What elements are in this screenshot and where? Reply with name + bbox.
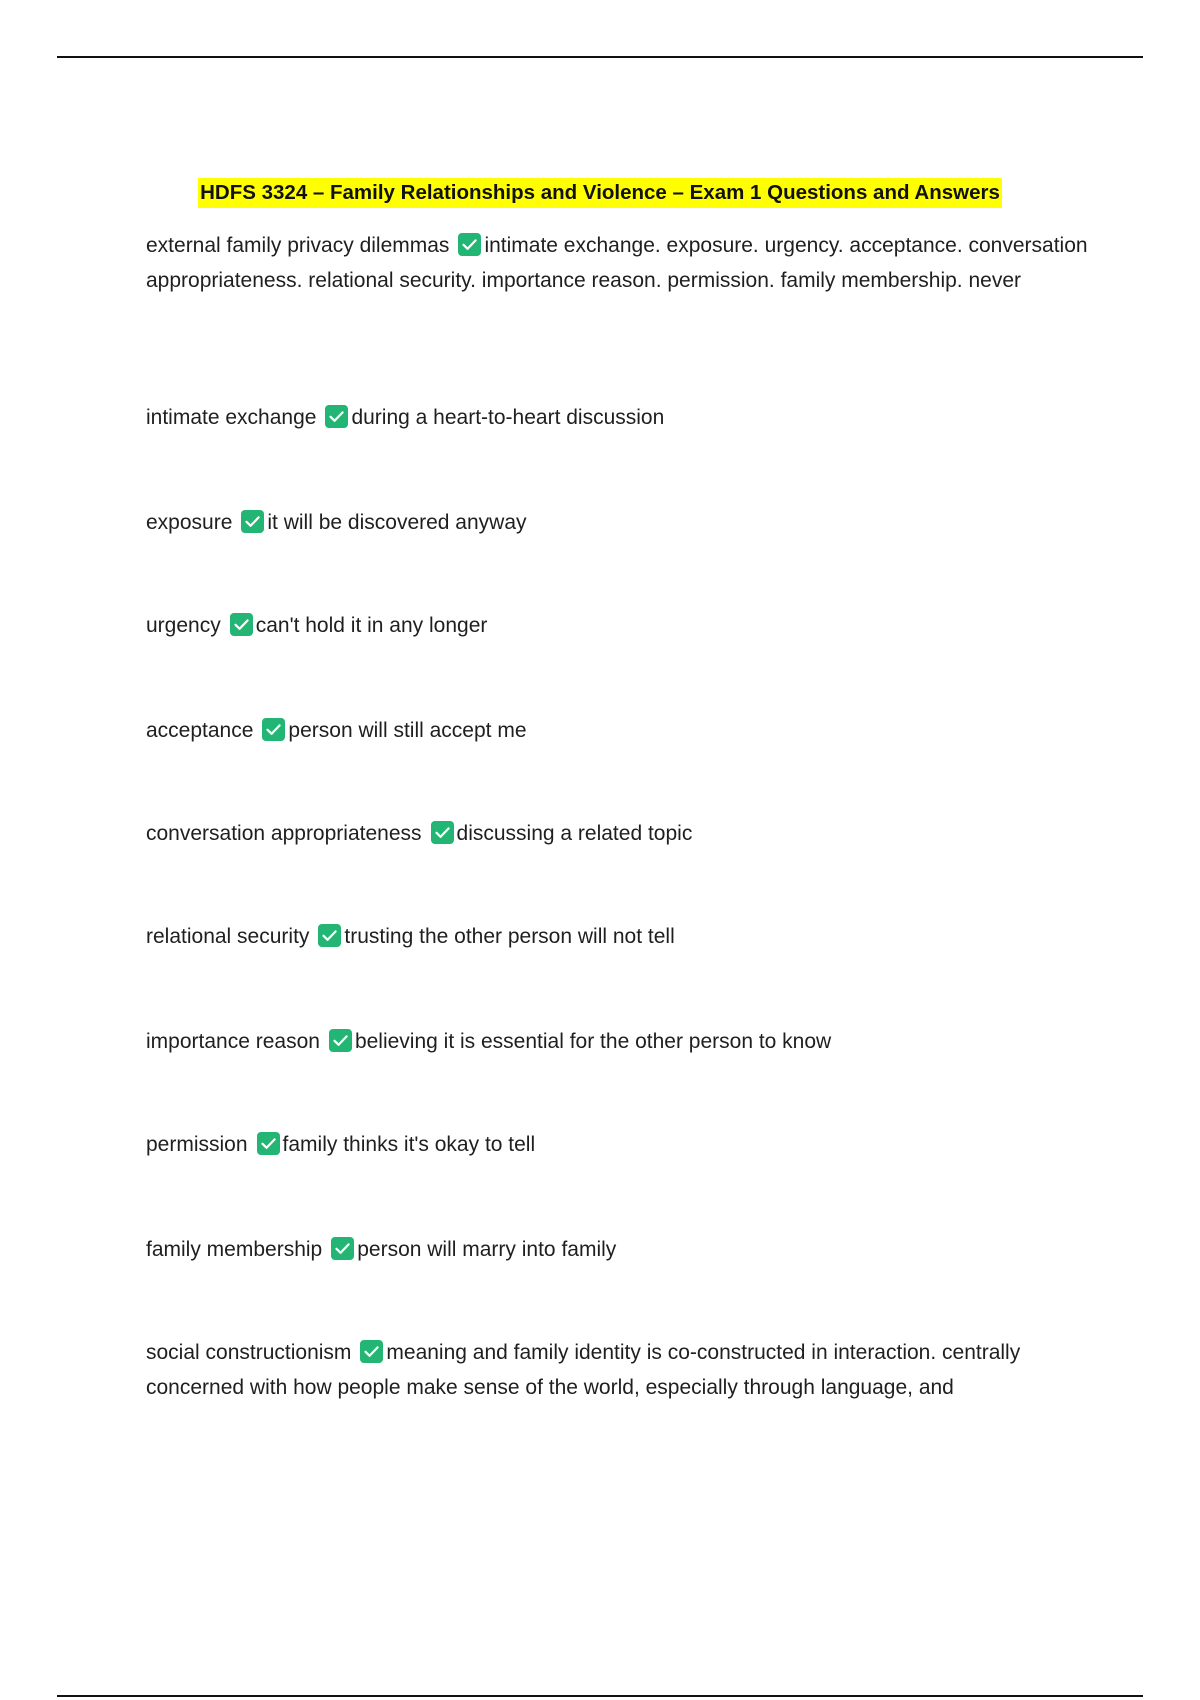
entry-term: family membership [146,1238,323,1261]
qa-entry [146,1233,1096,1268]
entry-answer: meaning and family identity is co-constructed in interaction. centrally concerned with how people make sense of the world, especially through language, and [146,1341,1021,1399]
qa-entry [146,506,1096,541]
entry-term: conversation appropriateness [146,822,422,845]
document-title: HDFS 3324 – Family Relationships and Violence – Exam 1 Questions and Answers [198,178,1002,208]
entry-answer: can't hold it in any longer [255,614,488,637]
entry-answer: it will be discovered anyway [267,511,527,534]
check-mark-icon [329,1029,352,1052]
entry-term: relational security [146,925,310,948]
check-mark-icon [318,924,341,947]
bottom-rule [57,1695,1143,1697]
top-rule [57,56,1143,58]
qa-entry [146,714,1096,749]
check-mark-icon [331,1237,354,1260]
check-mark-icon [262,718,285,741]
entry-term: acceptance [146,719,254,742]
entry-term: exposure [146,511,233,534]
qa-entry [146,229,1096,298]
qa-entry [146,817,1096,852]
entry-term: social constructionism [146,1341,352,1364]
entry-term: urgency [146,614,221,637]
entry-term: intimate exchange [146,406,317,429]
check-mark-icon [230,613,253,636]
entry-answer: trusting the other person will not tell [344,925,675,948]
entry-answer: person will still accept me [288,719,527,742]
entry-term: external family privacy dilemmas [146,234,450,257]
qa-entry [146,1128,1096,1163]
entry-term: permission [146,1133,248,1156]
qa-entry [146,1025,1096,1060]
qa-entry [146,1336,1096,1405]
entry-answer: during a heart-to-heart discussion [351,406,665,429]
entry-answer: discussing a related topic [456,822,693,845]
check-mark-icon [257,1132,280,1155]
entry-answer: intimate exchange. exposure. urgency. acceptance. conversation appropriateness. relational security. importance reason. permission. family membership. never [146,234,1088,292]
qa-entry [146,920,1096,955]
title-block [0,178,1200,208]
entry-answer: believing it is essential for the other person to know [354,1030,832,1053]
check-mark-icon [431,821,454,844]
entry-answer: family thinks it's okay to tell [282,1133,536,1156]
qa-entry [146,609,1096,644]
entry-answer: person will marry into family [357,1238,617,1261]
check-mark-icon [360,1340,383,1363]
check-mark-icon [325,405,348,428]
check-mark-icon [458,233,481,256]
check-mark-icon [241,510,264,533]
entry-term: importance reason [146,1030,320,1053]
qa-entry [146,401,1096,436]
